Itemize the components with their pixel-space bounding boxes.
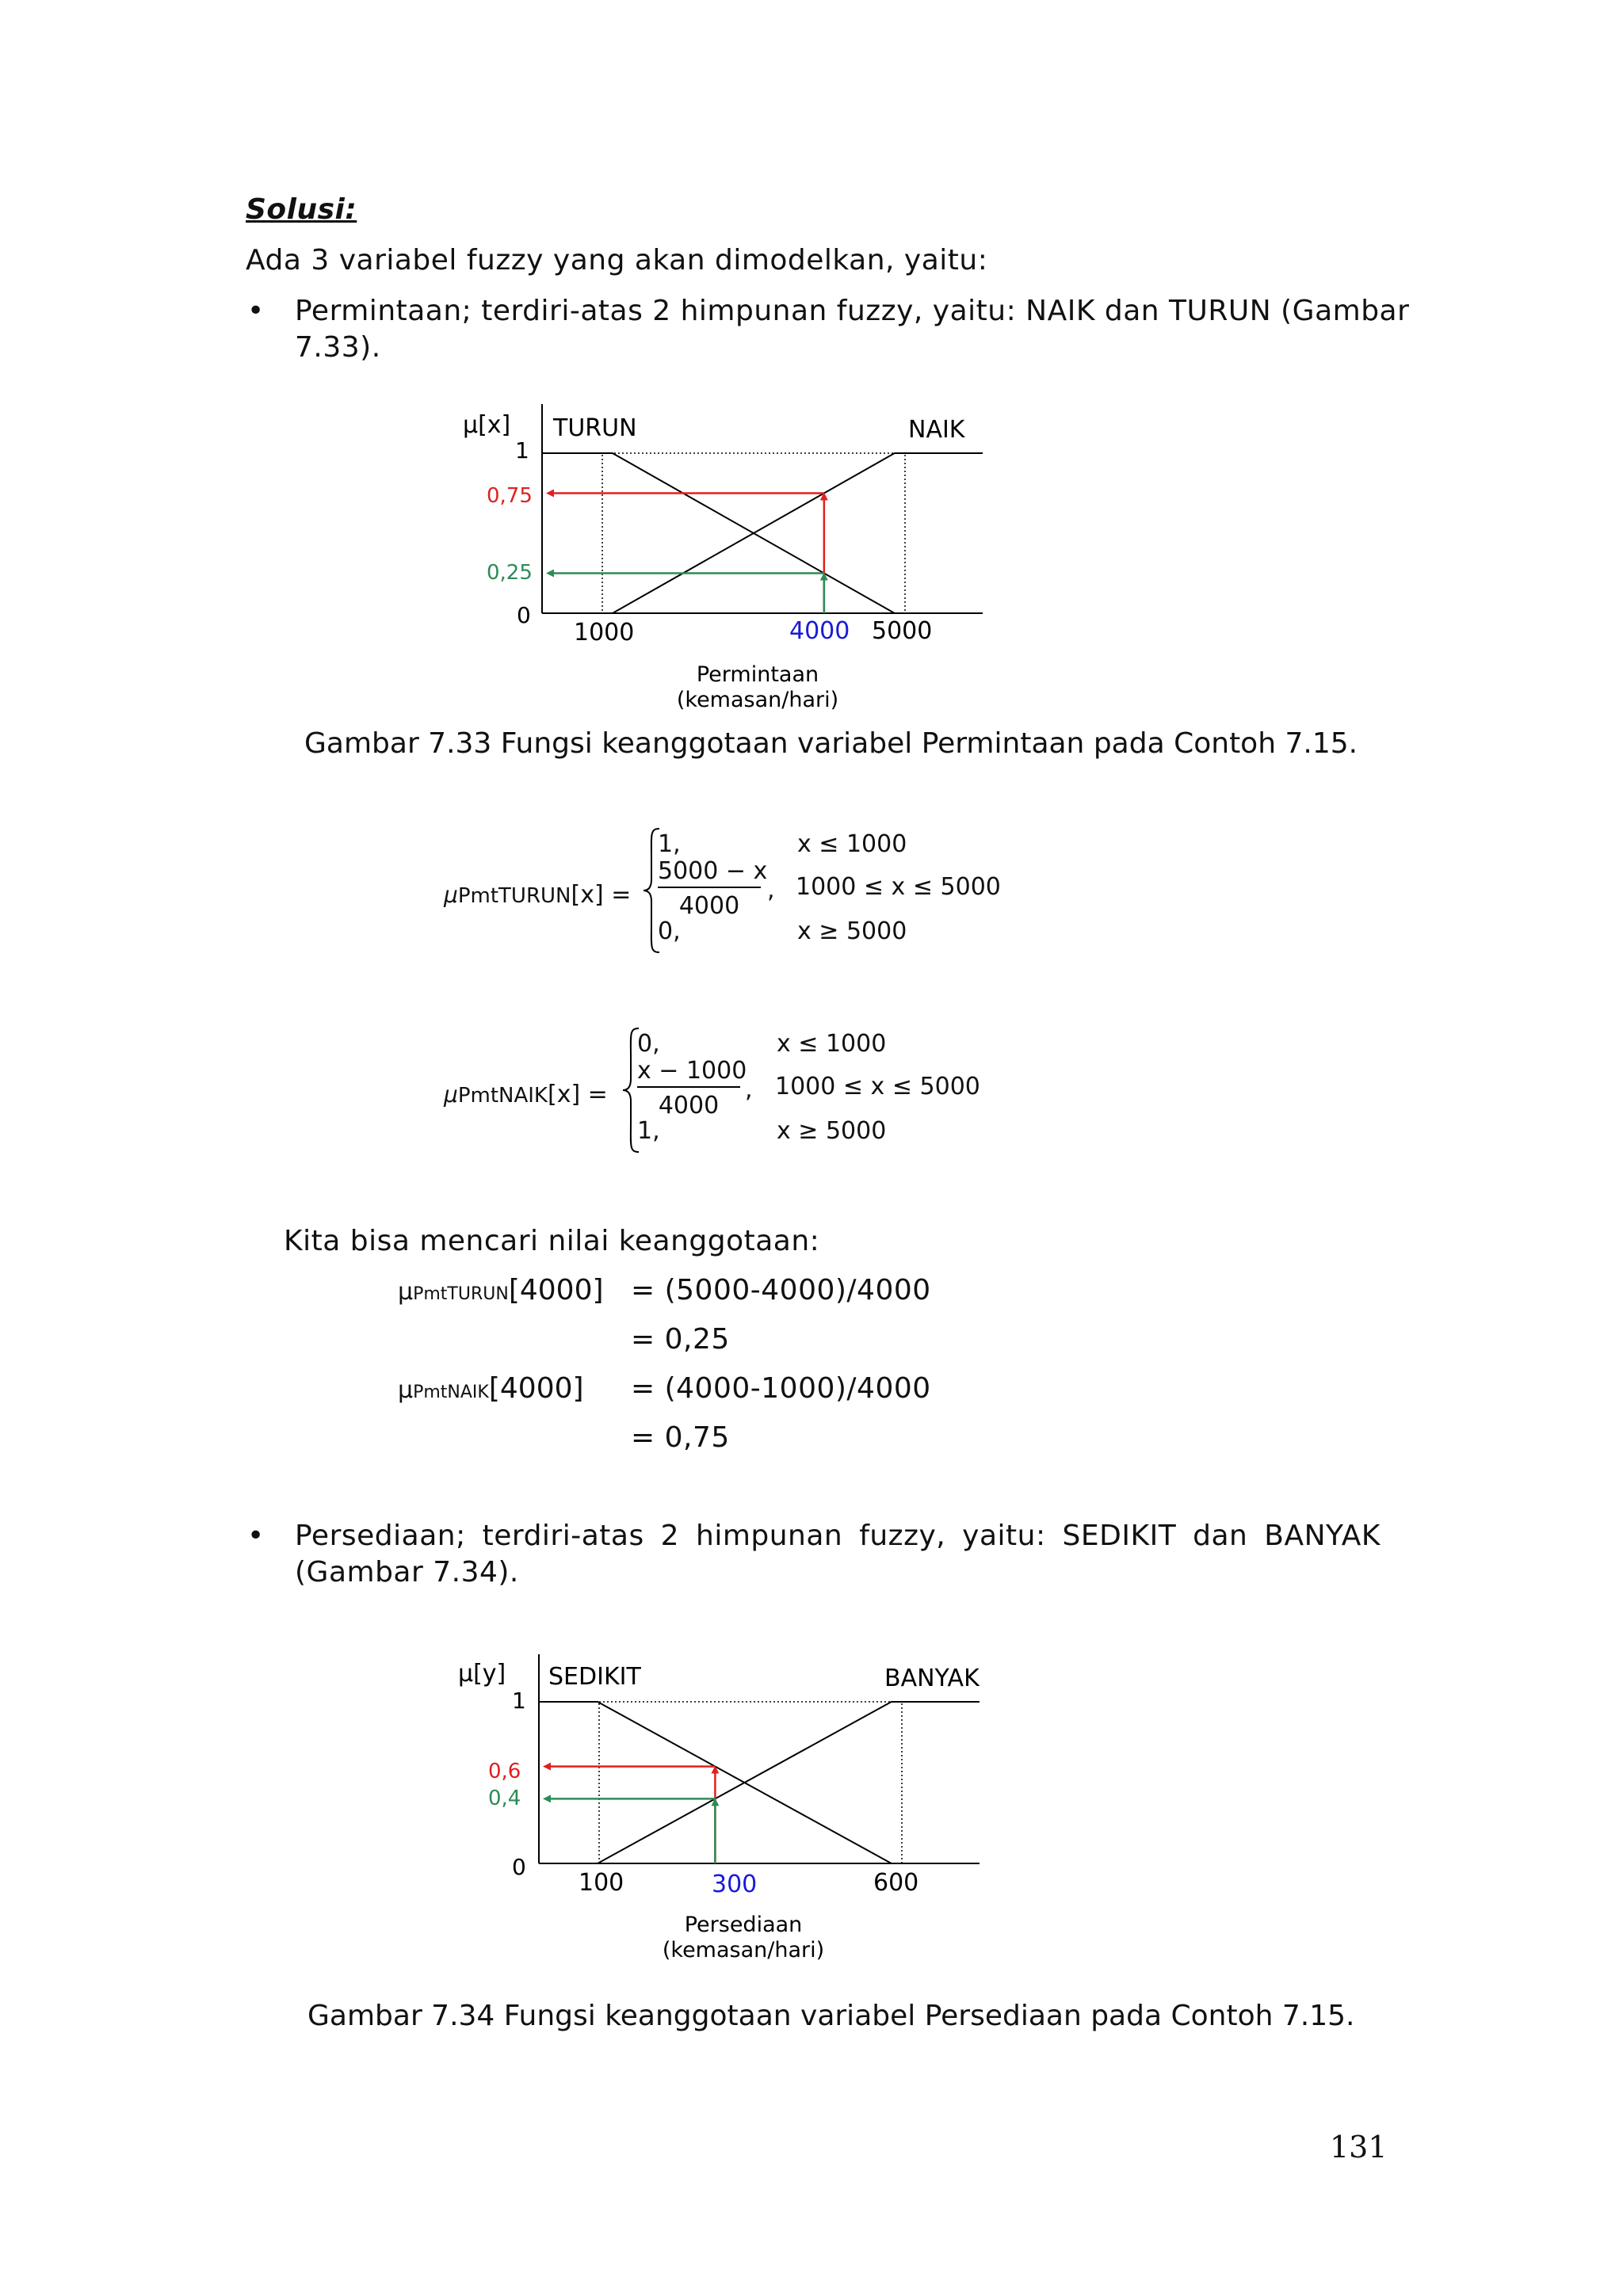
x-axis-label-line1: Permintaan: [696, 662, 819, 687]
y-tick-0: 0: [517, 602, 531, 628]
bullet2-line2: (Gambar 7.34).: [295, 1556, 519, 1589]
case1-value: 1,: [658, 830, 681, 858]
y-axis-label: μ[x]: [463, 411, 511, 439]
case3-value: 1,: [637, 1117, 660, 1145]
case2-denominator: 4000: [658, 1092, 720, 1119]
case3-condition: x ≥ 5000: [797, 917, 907, 945]
series-label-banyak: BANYAK: [884, 1665, 980, 1692]
naik-equation-2: = 0,75: [631, 1421, 730, 1454]
case2-numerator: 5000 − x: [658, 857, 761, 888]
series-label-naik: NAIK: [908, 416, 965, 444]
case1-condition: x ≤ 1000: [797, 830, 907, 858]
formula-subscript: PmtNAIK: [457, 1084, 548, 1108]
x-tick-100: 100: [579, 1869, 624, 1897]
naik-line: [613, 453, 983, 613]
case2-condition: 1000 ≤ x ≤ 5000: [775, 1073, 980, 1100]
turun-equation-1: = (5000-4000)/4000: [631, 1274, 931, 1306]
formula-arg: [x] =: [571, 881, 632, 909]
x-tick-300: 300: [712, 1871, 758, 1898]
case2-denominator: 4000: [678, 892, 740, 920]
figure2-caption: Gambar 7.34 Fungsi keanggotaan variabel Persediaan pada Contoh 7.15.: [307, 2000, 1355, 2032]
page-number: 131: [1330, 2130, 1388, 2164]
x-tick-600: 600: [873, 1869, 919, 1897]
case1-value: 0,: [637, 1030, 660, 1058]
case2-comma: ,: [745, 1076, 753, 1104]
formula-naik: [444, 1024, 1014, 1166]
x-tick-1000: 1000: [574, 619, 635, 646]
y-tick-1: 1: [515, 437, 529, 463]
case3-condition: x ≥ 5000: [777, 1117, 887, 1145]
x-axis-label-line1: Persediaan: [684, 1913, 803, 1937]
naik-equation-1: = (4000-1000)/4000: [631, 1372, 931, 1405]
series-label-sedikit: SEDIKIT: [548, 1663, 641, 1691]
case3-value: 0,: [658, 917, 681, 945]
mu-turun-label: μPmtTURUN[4000]: [398, 1274, 604, 1306]
bullet1-line1: Permintaan; terdiri-atas 2 himpunan fuzzy, yaitu: NAIK dan TURUN (Gambar: [295, 295, 1410, 327]
y-tick-06: 0,6: [488, 1760, 521, 1783]
x-tick-4000: 4000: [789, 617, 850, 645]
figure2-chart: [444, 1648, 999, 1981]
figure1-caption: Gambar 7.33 Fungsi keanggotaan variabel Permintaan pada Contoh 7.15.: [304, 727, 1358, 760]
figure1-chart: [444, 396, 999, 729]
bullet-marker: •: [247, 295, 265, 327]
mu-symbol: μ: [444, 1081, 458, 1108]
x-tick-5000: 5000: [872, 617, 933, 645]
membership-intro: Kita bisa mencari nilai keanggotaan:: [284, 1225, 820, 1257]
sedikit-line: [539, 1702, 980, 1863]
solusi-heading: Solusi:: [246, 193, 357, 226]
formula-subscript: PmtTURUN: [457, 884, 571, 908]
case2-condition: 1000 ≤ x ≤ 5000: [796, 873, 1001, 901]
y-tick-025: 0,25: [487, 561, 533, 585]
x-axis-label-line2: (kemasan/hari): [662, 1938, 825, 1962]
formula-turun: [444, 824, 1014, 967]
bullet1-line2: 7.33).: [295, 331, 381, 364]
banyak-line: [598, 1702, 980, 1863]
y-tick-1: 1: [512, 1688, 526, 1714]
y-tick-0: 0: [512, 1854, 526, 1880]
series-label-turun: TURUN: [553, 414, 637, 442]
turun-equation-2: = 0,25: [631, 1323, 730, 1356]
solusi-intro: Ada 3 variabel fuzzy yang akan dimodelkan, yaitu:: [246, 244, 988, 277]
formula-arg: [x] =: [547, 1081, 608, 1108]
bullet2-line1: Persediaan; terdiri-atas 2 himpunan fuzzy, yaitu: SEDIKIT dan BANYAK: [295, 1520, 1381, 1552]
case2-numerator: x − 1000: [637, 1057, 740, 1088]
turun-line: [542, 453, 983, 613]
bullet-marker: •: [247, 1520, 265, 1552]
mu-symbol: μ: [444, 882, 458, 908]
case1-condition: x ≤ 1000: [777, 1030, 887, 1058]
mu-naik-label: μPmtNAIK[4000]: [398, 1372, 584, 1405]
case2-comma: ,: [767, 876, 775, 904]
y-axis-label: μ[y]: [458, 1660, 506, 1688]
x-axis-label-line2: (kemasan/hari): [676, 688, 839, 712]
y-tick-04: 0,4: [488, 1787, 521, 1810]
y-tick-075: 0,75: [487, 484, 533, 508]
